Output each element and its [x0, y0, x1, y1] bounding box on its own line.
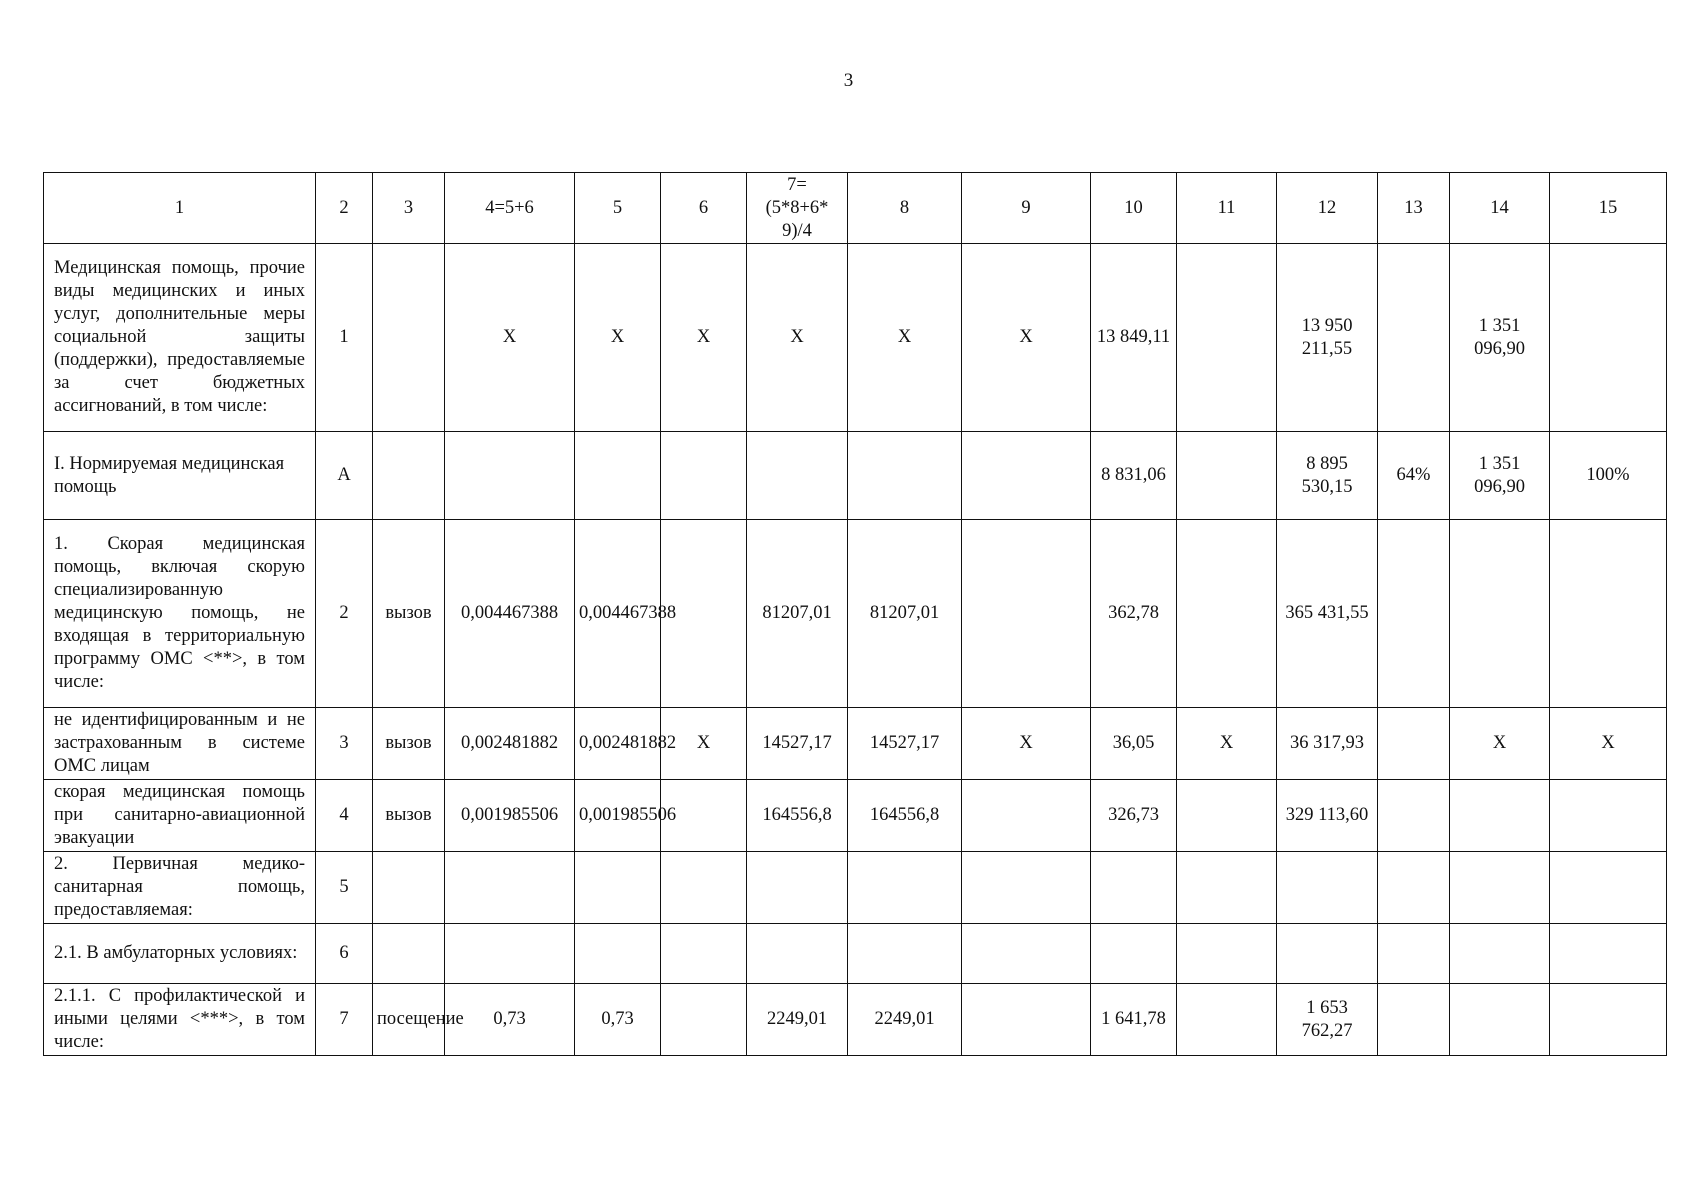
row-number: 6	[316, 924, 373, 984]
row-number: 2	[316, 520, 373, 708]
table-header-row	[44, 173, 1667, 244]
value-cell	[1177, 924, 1277, 984]
value-cell	[848, 924, 962, 984]
value-cell	[445, 432, 575, 520]
formula-line: (5*8+6*	[765, 197, 829, 218]
unit-cell: вызов	[373, 708, 445, 780]
header-cell: 3	[373, 173, 445, 244]
value-cell	[1277, 852, 1378, 924]
header-cell: 10	[1091, 173, 1177, 244]
value-cell: 1 653 762,27	[1277, 984, 1378, 1056]
value-cell: X	[1177, 708, 1277, 780]
row-number: 5	[316, 852, 373, 924]
row-description: I. Нормируемая медицинская помощь	[44, 432, 316, 520]
value-cell: 1 351 096,90	[1450, 432, 1550, 520]
value-cell	[1378, 984, 1450, 1056]
value-cell: 0,73	[575, 984, 661, 1056]
value-cell: 100%	[1550, 432, 1667, 520]
page-number: 3	[843, 70, 854, 91]
value-cell: 36 317,93	[1277, 708, 1378, 780]
value-cell	[962, 852, 1091, 924]
value-cell	[1091, 924, 1177, 984]
header-cell-formula	[747, 173, 848, 244]
header-cell: 12	[1277, 173, 1378, 244]
unit-cell	[373, 924, 445, 984]
budget-table	[43, 172, 1667, 1056]
value-cell: X	[661, 708, 747, 780]
value-cell	[445, 852, 575, 924]
unit-cell: посещение	[373, 984, 445, 1056]
value-cell: 14527,17	[747, 708, 848, 780]
value-cell	[962, 924, 1091, 984]
value-cell: 1 351 096,90	[1450, 244, 1550, 432]
value-cell: X	[1450, 708, 1550, 780]
table-row	[44, 432, 1667, 520]
value-cell	[747, 852, 848, 924]
formula-line: 9)/4	[782, 220, 812, 241]
row-description: Медицинская помощь, прочие виды медицинских и иных услуг, дополнительные меры социальной защиты (поддержки), предоставляемые за счет бюджетных ассигнований, в том числе:	[44, 244, 316, 432]
value-cell: X	[962, 708, 1091, 780]
value-cell: X	[747, 244, 848, 432]
row-description: скорая медицинская помощь при санитарно-авиационной эвакуации	[44, 780, 316, 852]
value-cell	[575, 924, 661, 984]
table-row	[44, 780, 1667, 852]
row-number: 7	[316, 984, 373, 1056]
value-cell	[1550, 852, 1667, 924]
header-cell: 9	[962, 173, 1091, 244]
value-cell: 14527,17	[848, 708, 962, 780]
header-cell: 1	[44, 173, 316, 244]
value-cell: X	[661, 244, 747, 432]
value-cell	[661, 984, 747, 1056]
value-cell	[1450, 984, 1550, 1056]
value-cell	[1177, 520, 1277, 708]
unit-cell: вызов	[373, 520, 445, 708]
value-cell	[1450, 520, 1550, 708]
row-description: не идентифицированным и не застрахованным в системе ОМС лицам	[44, 708, 316, 780]
value-cell: 64%	[1378, 432, 1450, 520]
unit-cell	[373, 852, 445, 924]
value-cell	[1378, 520, 1450, 708]
value-cell: X	[575, 244, 661, 432]
header-cell: 8	[848, 173, 962, 244]
value-cell	[1091, 852, 1177, 924]
row-description: 2. Первичная медико-санитарная помощь, предоставляемая:	[44, 852, 316, 924]
row-number: А	[316, 432, 373, 520]
value-cell	[1177, 780, 1277, 852]
value-cell	[1177, 244, 1277, 432]
table-row	[44, 708, 1667, 780]
header-cell: 13	[1378, 173, 1450, 244]
value-cell	[445, 924, 575, 984]
value-cell	[1450, 780, 1550, 852]
value-cell	[1378, 244, 1450, 432]
value-cell	[1450, 852, 1550, 924]
table-row	[44, 924, 1667, 984]
value-cell	[962, 780, 1091, 852]
value-cell: 1 641,78	[1091, 984, 1177, 1056]
value-cell: 0,004467388	[445, 520, 575, 708]
row-number: 3	[316, 708, 373, 780]
value-cell	[1550, 244, 1667, 432]
value-cell	[962, 432, 1091, 520]
value-cell	[848, 432, 962, 520]
unit-cell: вызов	[373, 780, 445, 852]
table-body	[44, 244, 1667, 1056]
value-cell: 13 849,11	[1091, 244, 1177, 432]
value-cell	[1177, 852, 1277, 924]
unit-cell	[373, 244, 445, 432]
value-cell: 0,001985506	[445, 780, 575, 852]
value-cell	[1550, 780, 1667, 852]
formula-line: 7=	[787, 174, 807, 195]
header-cell: 11	[1177, 173, 1277, 244]
row-description: 1. Скорая медицинская помощь, включая скорую специализированную медицинскую помощь, не входящая в территориальную программу ОМС <**>, в том числе:	[44, 520, 316, 708]
value-cell: 164556,8	[848, 780, 962, 852]
value-cell	[1378, 780, 1450, 852]
value-cell: 365 431,55	[1277, 520, 1378, 708]
value-cell	[661, 852, 747, 924]
value-cell	[1378, 924, 1450, 984]
value-cell	[661, 924, 747, 984]
value-cell	[575, 432, 661, 520]
value-cell	[1177, 432, 1277, 520]
row-description: 2.1.1. С профилактической и иными целями <***>, в том числе:	[44, 984, 316, 1056]
value-cell	[747, 924, 848, 984]
value-cell	[1378, 708, 1450, 780]
value-cell: 0,002481882	[575, 708, 661, 780]
table-row	[44, 984, 1667, 1056]
value-cell: 0,002481882	[445, 708, 575, 780]
value-cell: 0,004467388	[575, 520, 661, 708]
value-cell	[1550, 520, 1667, 708]
value-cell: 329 113,60	[1277, 780, 1378, 852]
value-cell: 81207,01	[848, 520, 962, 708]
value-cell	[1450, 924, 1550, 984]
value-cell: 13 950 211,55	[1277, 244, 1378, 432]
table-row	[44, 520, 1667, 708]
table-row	[44, 852, 1667, 924]
value-cell: 8 831,06	[1091, 432, 1177, 520]
value-cell: X	[1550, 708, 1667, 780]
header-cell: 4=5+6	[445, 173, 575, 244]
value-cell	[962, 520, 1091, 708]
header-cell: 2	[316, 173, 373, 244]
value-cell: 164556,8	[747, 780, 848, 852]
value-cell: 2249,01	[747, 984, 848, 1056]
table-row	[44, 244, 1667, 432]
value-cell	[661, 432, 747, 520]
value-cell: 0,001985506	[575, 780, 661, 852]
value-cell: X	[848, 244, 962, 432]
value-cell: 0,73	[445, 984, 575, 1056]
value-cell	[1550, 924, 1667, 984]
value-cell	[962, 984, 1091, 1056]
value-cell	[575, 852, 661, 924]
value-cell: X	[445, 244, 575, 432]
header-cell: 6	[661, 173, 747, 244]
value-cell: 362,78	[1091, 520, 1177, 708]
value-cell: 2249,01	[848, 984, 962, 1056]
value-cell	[1177, 984, 1277, 1056]
header-cell: 5	[575, 173, 661, 244]
row-number: 1	[316, 244, 373, 432]
value-cell	[848, 852, 962, 924]
value-cell	[1550, 984, 1667, 1056]
header-cell: 14	[1450, 173, 1550, 244]
value-cell: X	[962, 244, 1091, 432]
row-description: 2.1. В амбулаторных условиях:	[44, 924, 316, 984]
value-cell	[1277, 924, 1378, 984]
value-cell: 81207,01	[747, 520, 848, 708]
value-cell	[1378, 852, 1450, 924]
header-cell: 15	[1550, 173, 1667, 244]
row-number: 4	[316, 780, 373, 852]
value-cell: 8 895 530,15	[1277, 432, 1378, 520]
value-cell: 326,73	[1091, 780, 1177, 852]
value-cell	[747, 432, 848, 520]
value-cell: 36,05	[1091, 708, 1177, 780]
unit-cell	[373, 432, 445, 520]
